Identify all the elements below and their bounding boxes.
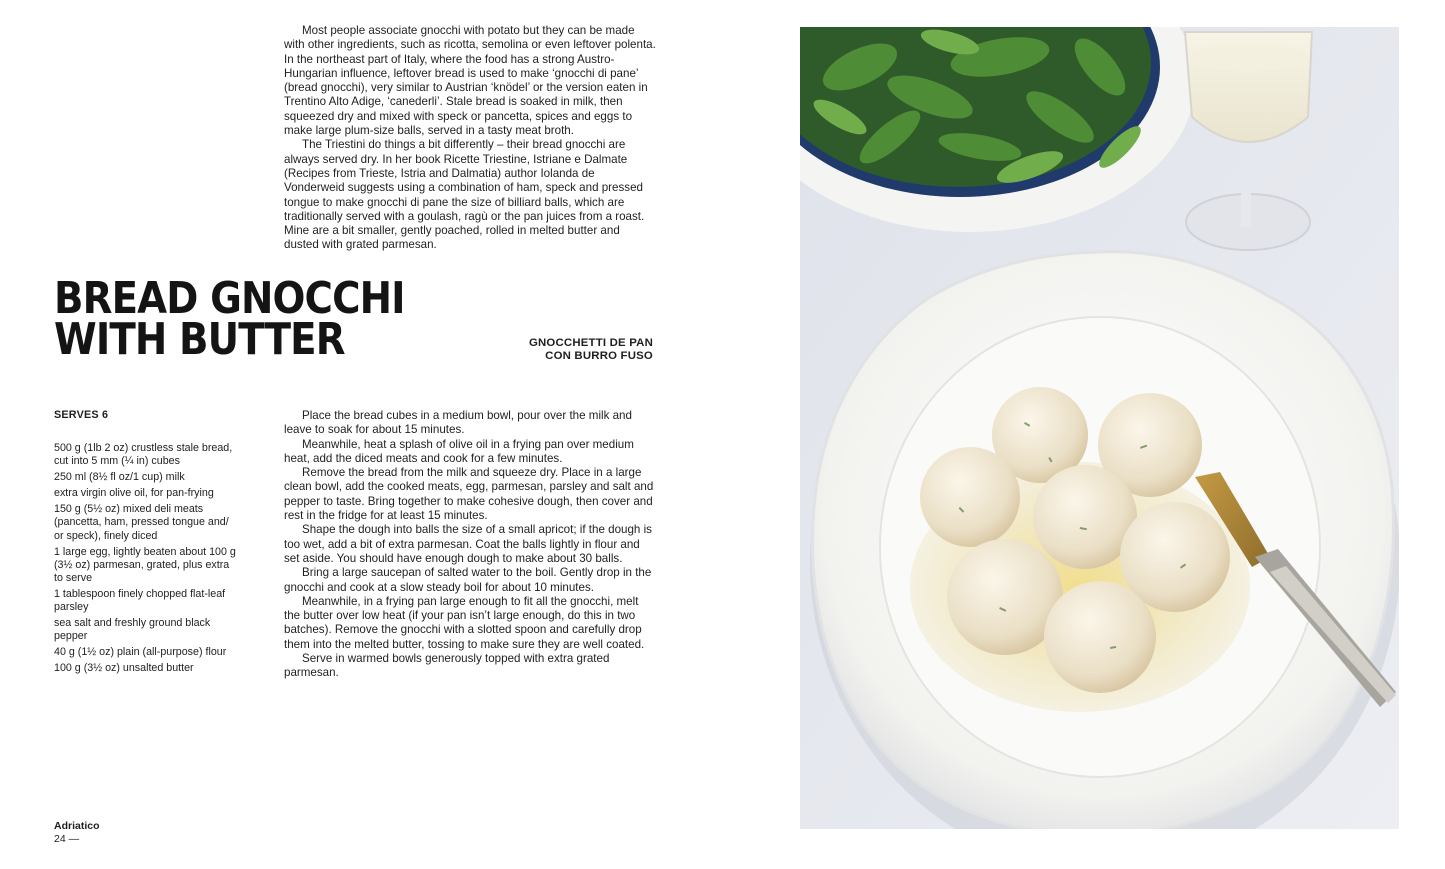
- ingredient-item: 40 g (1½ oz) plain (all-purpose) flour: [54, 646, 227, 659]
- recipe-subtitle-line: GNOCCHETTI DE PAN: [528, 337, 653, 349]
- method-step: Remove the bread from the milk and squeeze dry. Place in a large clean bowl, add the cooked meats, egg, parmesan, parsley and salt and pepper to taste. Bring together to make cohesive dough, then cover and rest in the fridge for at least 15 minutes.: [284, 466, 654, 523]
- ingredient-item: 500 g (1lb 2 oz) crustless stale bread, cut into 5 mm (¼ in) cubes: [54, 442, 233, 468]
- recipe-title-line: WITH BUTTER: [54, 314, 345, 365]
- ingredient-item: sea salt and freshly ground black pepper: [54, 617, 211, 643]
- recipe-photo: [800, 27, 1399, 829]
- method-text: [284, 409, 656, 681]
- ingredient-item: 250 ml (8½ fl oz/1 cup) milk: [54, 471, 185, 484]
- ingredient-item: 150 g (5½ oz) mixed deli meats (pancetta, ham, pressed tongue and/ or speck), finely diced: [54, 503, 229, 542]
- ingredients-list: [54, 442, 240, 679]
- ingredient-item: 100 g (3½ oz) unsalted butter: [54, 662, 194, 675]
- method-step: Serve in warmed bowls generously topped with extra grated parmesan.: [284, 652, 610, 680]
- intro-paragraph: Most people associate gnocchi with potato but they can be made with other ingredients, such as ricotta, semolina or even leftover polenta. In the northeast part of Italy, where the food has a strong Austro-Hungarian influence, leftover bread is used to make ‘gnocchi di pane’ (bread gnocchi), very similar to Austrian ‘knödel’ or the version eaten in Trentino Alto Adige, ‘canederli’. Stale bread is soaked in milk, then squeezed dry and mixed with speck or pancetta, spices and eggs to make large plum-size balls, served in a tasty meat broth.: [284, 24, 656, 138]
- intro-paragraph: The Triestini do things a bit differently – their bread gnocchi are always served dry. In her book Ricette Triestine, Istriane e Dalmate (Recipes from Trieste, Istria and Dalmatia) author Iolanda de Vonderweid suggests using a combination of ham, speck and pressed tongue to make gnocchi di pane the size of billiard balls, which are traditionally served with a goulash, ragù or the pan juices from a roast. Mine are a bit smaller, gently poached, rolled in melted butter and dusted with grated parmesan.: [284, 138, 645, 252]
- recipe-title-line: BREAD GNOCCHI: [54, 273, 405, 324]
- recipe-subtitle-line: CON BURRO FUSO: [545, 350, 653, 363]
- method-step: Shape the dough into balls the size of a small apricot; if the dough is too wet, add a bit of extra parmesan. Coat the balls lightly in flour and set aside. You should have enough dough to make about 30 balls.: [284, 523, 652, 565]
- ingredient-item: 1 tablespoon finely chopped flat-leaf parsley: [54, 587, 226, 614]
- ingredient-item: 1 large egg, lightly beaten about 100 g (3½ oz) parmesan, grated, plus extra to serve: [54, 545, 236, 584]
- serves-label: SERVES 6: [54, 409, 109, 421]
- book-title: Adriatico: [54, 820, 100, 832]
- page-footer: [54, 820, 100, 845]
- page-number: 24 —: [54, 832, 80, 845]
- method-step: Bring a large saucepan of salted water to the boil. Gently drop in the gnocchi and cook at a slow steady boil for about 10 minutes.: [284, 566, 652, 594]
- intro-text: [284, 24, 656, 253]
- recipe-title: [54, 273, 405, 365]
- method-step: Place the bread cubes in a medium bowl, pour over the milk and leave to soak for about 15 minutes.: [284, 409, 632, 437]
- method-step: Meanwhile, in a frying pan large enough to fit all the gnocchi, melt the butter over low heat (if your pan isn’t large enough, do this in two batches). Remove the gnocchi with a slotted spoon and carefully drop them into the melted butter, tossing to make sure they are well coated.: [284, 594, 645, 651]
- photo-illustration: [800, 27, 1399, 829]
- recipe-subtitle: [480, 337, 653, 364]
- ingredient-item: extra virgin olive oil, for pan-frying: [54, 487, 214, 500]
- method-step: Meanwhile, heat a splash of olive oil in a frying pan over medium heat, add the diced meats and cook for a few minutes.: [284, 437, 634, 465]
